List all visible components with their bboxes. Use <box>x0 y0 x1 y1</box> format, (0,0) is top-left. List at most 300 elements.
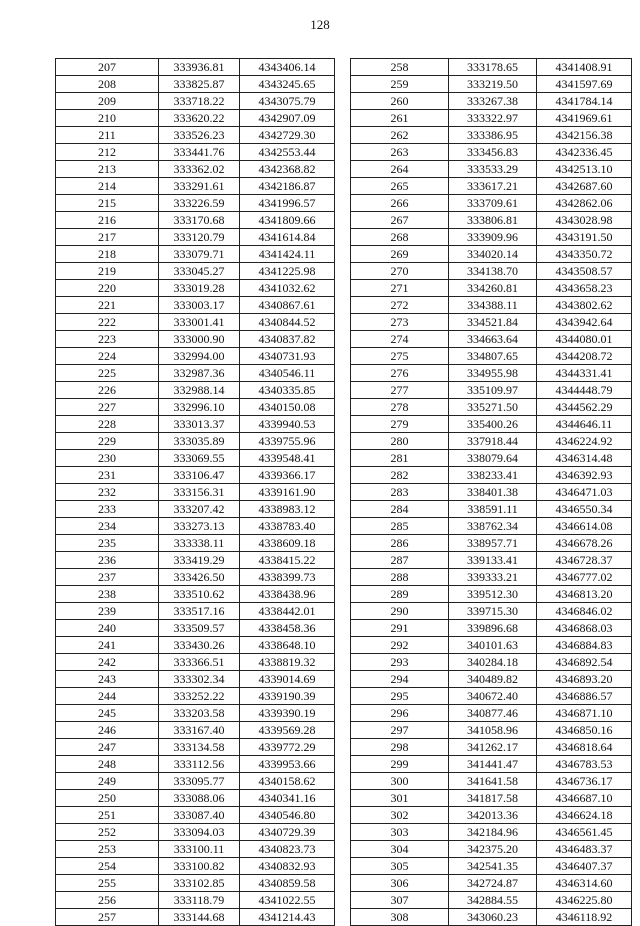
point-number-cell: 265 <box>351 178 449 195</box>
x-coordinate-cell: 333806.81 <box>449 212 537 229</box>
table-row <box>351 790 632 807</box>
table-row <box>56 688 335 705</box>
x-coordinate-cell: 333207.42 <box>159 501 240 518</box>
table-row <box>56 722 335 739</box>
table-row <box>56 841 335 858</box>
table-row <box>351 144 632 161</box>
table-row <box>56 229 335 246</box>
point-number-cell: 291 <box>351 620 449 637</box>
y-coordinate-cell: 4346783.53 <box>537 756 632 773</box>
y-coordinate-cell: 4346728.37 <box>537 552 632 569</box>
x-coordinate-cell: 333533.29 <box>449 161 537 178</box>
x-coordinate-cell: 334388.11 <box>449 297 537 314</box>
y-coordinate-cell: 4341996.57 <box>240 195 335 212</box>
x-coordinate-cell: 333095.77 <box>159 773 240 790</box>
x-coordinate-cell: 338762.34 <box>449 518 537 535</box>
y-coordinate-cell: 4344448.79 <box>537 382 632 399</box>
table-row <box>351 552 632 569</box>
x-coordinate-cell: 342184.96 <box>449 824 537 841</box>
point-number-cell: 247 <box>56 739 159 756</box>
x-coordinate-cell: 339133.41 <box>449 552 537 569</box>
point-number-cell: 221 <box>56 297 159 314</box>
y-coordinate-cell: 4346678.26 <box>537 535 632 552</box>
table-row <box>351 59 632 76</box>
x-coordinate-cell: 333419.29 <box>159 552 240 569</box>
y-coordinate-cell: 4342513.10 <box>537 161 632 178</box>
y-coordinate-cell: 4344562.29 <box>537 399 632 416</box>
x-coordinate-cell: 332996.10 <box>159 399 240 416</box>
table-row <box>56 59 335 76</box>
table-row <box>351 212 632 229</box>
y-coordinate-cell: 4343942.64 <box>537 314 632 331</box>
table-row <box>351 637 632 654</box>
y-coordinate-cell: 4346614.08 <box>537 518 632 535</box>
x-coordinate-cell: 333170.68 <box>159 212 240 229</box>
x-coordinate-cell: 333100.82 <box>159 858 240 875</box>
point-number-cell: 306 <box>351 875 449 892</box>
y-coordinate-cell: 4341424.11 <box>240 246 335 263</box>
table-row <box>56 263 335 280</box>
table-row <box>56 93 335 110</box>
x-coordinate-cell: 333120.79 <box>159 229 240 246</box>
point-number-cell: 250 <box>56 790 159 807</box>
y-coordinate-cell: 4342729.30 <box>240 127 335 144</box>
table-row <box>351 76 632 93</box>
point-number-cell: 278 <box>351 399 449 416</box>
point-number-cell: 224 <box>56 348 159 365</box>
table-row <box>351 161 632 178</box>
table-row <box>56 399 335 416</box>
x-coordinate-cell: 333001.41 <box>159 314 240 331</box>
point-number-cell: 279 <box>351 416 449 433</box>
x-coordinate-cell: 333430.26 <box>159 637 240 654</box>
y-coordinate-cell: 4346886.57 <box>537 688 632 705</box>
x-coordinate-cell: 337918.44 <box>449 433 537 450</box>
point-number-cell: 239 <box>56 603 159 620</box>
point-number-cell: 256 <box>56 892 159 909</box>
table-row <box>56 807 335 824</box>
point-number-cell: 241 <box>56 637 159 654</box>
point-number-cell: 302 <box>351 807 449 824</box>
point-number-cell: 237 <box>56 569 159 586</box>
y-coordinate-cell: 4346314.60 <box>537 875 632 892</box>
point-number-cell: 245 <box>56 705 159 722</box>
y-coordinate-cell: 4340729.39 <box>240 824 335 841</box>
table-row <box>56 654 335 671</box>
point-number-cell: 289 <box>351 586 449 603</box>
point-number-cell: 261 <box>351 110 449 127</box>
table-row <box>351 620 632 637</box>
y-coordinate-cell: 4342156.38 <box>537 127 632 144</box>
point-number-cell: 249 <box>56 773 159 790</box>
point-number-cell: 215 <box>56 195 159 212</box>
point-number-cell: 273 <box>351 314 449 331</box>
table-row <box>351 229 632 246</box>
point-number-cell: 236 <box>56 552 159 569</box>
point-number-cell: 285 <box>351 518 449 535</box>
y-coordinate-cell: 4342553.44 <box>240 144 335 161</box>
y-coordinate-cell: 4346736.17 <box>537 773 632 790</box>
table-row <box>351 93 632 110</box>
point-number-cell: 300 <box>351 773 449 790</box>
x-coordinate-cell: 333825.87 <box>159 76 240 93</box>
point-number-cell: 283 <box>351 484 449 501</box>
y-coordinate-cell: 4346314.48 <box>537 450 632 467</box>
y-coordinate-cell: 4343075.79 <box>240 93 335 110</box>
table-row <box>351 569 632 586</box>
point-number-cell: 220 <box>56 280 159 297</box>
y-coordinate-cell: 4346561.45 <box>537 824 632 841</box>
point-number-cell: 223 <box>56 331 159 348</box>
y-coordinate-cell: 4341597.69 <box>537 76 632 93</box>
table-row <box>56 739 335 756</box>
y-coordinate-cell: 4341022.55 <box>240 892 335 909</box>
table-row <box>56 195 335 212</box>
y-coordinate-cell: 4342907.09 <box>240 110 335 127</box>
x-coordinate-cell: 340284.18 <box>449 654 537 671</box>
table-row <box>56 824 335 841</box>
point-number-cell: 296 <box>351 705 449 722</box>
table-row <box>351 416 632 433</box>
table-row <box>56 110 335 127</box>
x-coordinate-cell: 341441.47 <box>449 756 537 773</box>
table-row <box>351 773 632 790</box>
y-coordinate-cell: 4341032.62 <box>240 280 335 297</box>
table-row <box>56 212 335 229</box>
point-number-cell: 308 <box>351 909 449 926</box>
y-coordinate-cell: 4339366.17 <box>240 467 335 484</box>
table-row <box>56 450 335 467</box>
table-row <box>56 586 335 603</box>
point-number-cell: 219 <box>56 263 159 280</box>
x-coordinate-cell: 333441.76 <box>159 144 240 161</box>
table-row <box>56 671 335 688</box>
y-coordinate-cell: 4342336.45 <box>537 144 632 161</box>
y-coordinate-cell: 4346893.20 <box>537 671 632 688</box>
point-number-cell: 272 <box>351 297 449 314</box>
x-coordinate-cell: 340672.40 <box>449 688 537 705</box>
x-coordinate-cell: 333718.22 <box>159 93 240 110</box>
x-coordinate-cell: 333003.17 <box>159 297 240 314</box>
y-coordinate-cell: 4339772.29 <box>240 739 335 756</box>
point-number-cell: 286 <box>351 535 449 552</box>
table-row <box>56 620 335 637</box>
y-coordinate-cell: 4344331.41 <box>537 365 632 382</box>
x-coordinate-cell: 333118.79 <box>159 892 240 909</box>
x-coordinate-cell: 333069.55 <box>159 450 240 467</box>
x-coordinate-cell: 333102.85 <box>159 875 240 892</box>
y-coordinate-cell: 4346407.37 <box>537 858 632 875</box>
table-row <box>351 280 632 297</box>
x-coordinate-cell: 342541.35 <box>449 858 537 875</box>
y-coordinate-cell: 4340844.52 <box>240 314 335 331</box>
point-number-cell: 214 <box>56 178 159 195</box>
y-coordinate-cell: 4340731.93 <box>240 348 335 365</box>
point-number-cell: 274 <box>351 331 449 348</box>
y-coordinate-cell: 4338609.18 <box>240 535 335 552</box>
x-coordinate-cell: 333267.38 <box>449 93 537 110</box>
x-coordinate-cell: 333456.83 <box>449 144 537 161</box>
table-row <box>351 586 632 603</box>
point-number-cell: 235 <box>56 535 159 552</box>
point-number-cell: 277 <box>351 382 449 399</box>
table-row <box>351 535 632 552</box>
table-row <box>351 858 632 875</box>
point-number-cell: 264 <box>351 161 449 178</box>
y-coordinate-cell: 4341614.84 <box>240 229 335 246</box>
table-row <box>351 654 632 671</box>
page-number: 128 <box>310 17 330 32</box>
table-row <box>351 178 632 195</box>
table-row <box>351 705 632 722</box>
point-number-cell: 275 <box>351 348 449 365</box>
x-coordinate-cell: 340489.82 <box>449 671 537 688</box>
y-coordinate-cell: 4342862.06 <box>537 195 632 212</box>
y-coordinate-cell: 4340837.82 <box>240 331 335 348</box>
y-coordinate-cell: 4346813.20 <box>537 586 632 603</box>
table-row <box>351 824 632 841</box>
x-coordinate-cell: 332988.14 <box>159 382 240 399</box>
x-coordinate-cell: 333106.47 <box>159 467 240 484</box>
point-number-cell: 216 <box>56 212 159 229</box>
y-coordinate-cell: 4346118.92 <box>537 909 632 926</box>
x-coordinate-cell: 342375.20 <box>449 841 537 858</box>
x-coordinate-cell: 343060.23 <box>449 909 537 926</box>
point-number-cell: 225 <box>56 365 159 382</box>
point-number-cell: 212 <box>56 144 159 161</box>
point-number-cell: 229 <box>56 433 159 450</box>
point-number-cell: 217 <box>56 229 159 246</box>
point-number-cell: 243 <box>56 671 159 688</box>
x-coordinate-cell: 333426.50 <box>159 569 240 586</box>
point-number-cell: 270 <box>351 263 449 280</box>
x-coordinate-cell: 333203.58 <box>159 705 240 722</box>
x-coordinate-cell: 335109.97 <box>449 382 537 399</box>
x-coordinate-cell: 333112.56 <box>159 756 240 773</box>
x-coordinate-cell: 333079.71 <box>159 246 240 263</box>
x-coordinate-cell: 333509.57 <box>159 620 240 637</box>
x-coordinate-cell: 333936.81 <box>159 59 240 76</box>
point-number-cell: 258 <box>351 59 449 76</box>
point-number-cell: 230 <box>56 450 159 467</box>
table-row <box>56 552 335 569</box>
table-row <box>351 756 632 773</box>
point-number-cell: 208 <box>56 76 159 93</box>
x-coordinate-cell: 342724.87 <box>449 875 537 892</box>
table-row <box>56 518 335 535</box>
y-coordinate-cell: 4339161.90 <box>240 484 335 501</box>
table-row <box>56 484 335 501</box>
x-coordinate-cell: 333019.28 <box>159 280 240 297</box>
point-number-cell: 238 <box>56 586 159 603</box>
point-number-cell: 240 <box>56 620 159 637</box>
point-number-cell: 288 <box>351 569 449 586</box>
y-coordinate-cell: 4344208.72 <box>537 348 632 365</box>
y-coordinate-cell: 4338783.40 <box>240 518 335 535</box>
point-number-cell: 282 <box>351 467 449 484</box>
x-coordinate-cell: 333510.62 <box>159 586 240 603</box>
point-number-cell: 267 <box>351 212 449 229</box>
point-number-cell: 227 <box>56 399 159 416</box>
y-coordinate-cell: 4343350.72 <box>537 246 632 263</box>
point-number-cell: 211 <box>56 127 159 144</box>
y-coordinate-cell: 4340823.73 <box>240 841 335 858</box>
table-row <box>351 841 632 858</box>
y-coordinate-cell: 4341784.14 <box>537 93 632 110</box>
x-coordinate-cell: 341641.58 <box>449 773 537 790</box>
table-row <box>56 858 335 875</box>
y-coordinate-cell: 4341969.61 <box>537 110 632 127</box>
x-coordinate-cell: 341817.58 <box>449 790 537 807</box>
y-coordinate-cell: 4339569.28 <box>240 722 335 739</box>
y-coordinate-cell: 4346483.37 <box>537 841 632 858</box>
y-coordinate-cell: 4343406.14 <box>240 59 335 76</box>
y-coordinate-cell: 4346471.03 <box>537 484 632 501</box>
y-coordinate-cell: 4346850.16 <box>537 722 632 739</box>
y-coordinate-cell: 4340859.58 <box>240 875 335 892</box>
y-coordinate-cell: 4338399.73 <box>240 569 335 586</box>
y-coordinate-cell: 4346392.93 <box>537 467 632 484</box>
x-coordinate-cell: 339333.21 <box>449 569 537 586</box>
point-number-cell: 259 <box>351 76 449 93</box>
x-coordinate-cell: 333620.22 <box>159 110 240 127</box>
point-number-cell: 298 <box>351 739 449 756</box>
x-coordinate-cell: 333709.61 <box>449 195 537 212</box>
table-row <box>56 365 335 382</box>
x-coordinate-cell: 342884.55 <box>449 892 537 909</box>
x-coordinate-cell: 338401.38 <box>449 484 537 501</box>
point-number-cell: 301 <box>351 790 449 807</box>
point-number-cell: 305 <box>351 858 449 875</box>
x-coordinate-cell: 340101.63 <box>449 637 537 654</box>
x-coordinate-cell: 334020.14 <box>449 246 537 263</box>
table-row <box>351 331 632 348</box>
y-coordinate-cell: 4342368.82 <box>240 161 335 178</box>
point-number-cell: 231 <box>56 467 159 484</box>
y-coordinate-cell: 4341225.98 <box>240 263 335 280</box>
point-number-cell: 232 <box>56 484 159 501</box>
point-number-cell: 260 <box>351 93 449 110</box>
table-row <box>56 603 335 620</box>
point-number-cell: 248 <box>56 756 159 773</box>
y-coordinate-cell: 4340158.62 <box>240 773 335 790</box>
table-row <box>351 297 632 314</box>
y-coordinate-cell: 4346225.80 <box>537 892 632 909</box>
y-coordinate-cell: 4341408.91 <box>537 59 632 76</box>
point-number-cell: 281 <box>351 450 449 467</box>
x-coordinate-cell: 340877.46 <box>449 705 537 722</box>
y-coordinate-cell: 4343508.57 <box>537 263 632 280</box>
point-number-cell: 253 <box>56 841 159 858</box>
y-coordinate-cell: 4346846.02 <box>537 603 632 620</box>
point-number-cell: 297 <box>351 722 449 739</box>
point-number-cell: 295 <box>351 688 449 705</box>
y-coordinate-cell: 4346550.34 <box>537 501 632 518</box>
x-coordinate-cell: 332994.00 <box>159 348 240 365</box>
y-coordinate-cell: 4338819.32 <box>240 654 335 671</box>
x-coordinate-cell: 333617.21 <box>449 178 537 195</box>
x-coordinate-cell: 333322.97 <box>449 110 537 127</box>
y-coordinate-cell: 4340546.11 <box>240 365 335 382</box>
point-number-cell: 268 <box>351 229 449 246</box>
x-coordinate-cell: 333273.13 <box>159 518 240 535</box>
table-row <box>56 246 335 263</box>
point-number-cell: 304 <box>351 841 449 858</box>
point-number-cell: 299 <box>351 756 449 773</box>
y-coordinate-cell: 4346892.54 <box>537 654 632 671</box>
x-coordinate-cell: 333362.02 <box>159 161 240 178</box>
point-number-cell: 252 <box>56 824 159 841</box>
point-number-cell: 242 <box>56 654 159 671</box>
y-coordinate-cell: 4340832.93 <box>240 858 335 875</box>
y-coordinate-cell: 4343658.23 <box>537 280 632 297</box>
table-row <box>56 501 335 518</box>
x-coordinate-cell: 333088.06 <box>159 790 240 807</box>
table-row <box>56 161 335 178</box>
point-number-cell: 251 <box>56 807 159 824</box>
point-number-cell: 207 <box>56 59 159 76</box>
x-coordinate-cell: 333517.16 <box>159 603 240 620</box>
y-coordinate-cell: 4343802.62 <box>537 297 632 314</box>
y-coordinate-cell: 4342687.60 <box>537 178 632 195</box>
x-coordinate-cell: 333219.50 <box>449 76 537 93</box>
x-coordinate-cell: 333338.11 <box>159 535 240 552</box>
x-coordinate-cell: 333302.34 <box>159 671 240 688</box>
x-coordinate-cell: 333035.89 <box>159 433 240 450</box>
x-coordinate-cell: 341058.96 <box>449 722 537 739</box>
y-coordinate-cell: 4346871.10 <box>537 705 632 722</box>
x-coordinate-cell: 333252.22 <box>159 688 240 705</box>
x-coordinate-cell: 333526.23 <box>159 127 240 144</box>
y-coordinate-cell: 4346624.18 <box>537 807 632 824</box>
x-coordinate-cell: 333226.59 <box>159 195 240 212</box>
point-number-cell: 226 <box>56 382 159 399</box>
table-row <box>56 331 335 348</box>
point-number-cell: 293 <box>351 654 449 671</box>
point-number-cell: 307 <box>351 892 449 909</box>
y-coordinate-cell: 4346687.10 <box>537 790 632 807</box>
y-coordinate-cell: 4338438.96 <box>240 586 335 603</box>
y-coordinate-cell: 4338458.36 <box>240 620 335 637</box>
table-row <box>351 246 632 263</box>
table-row <box>56 773 335 790</box>
table-row <box>351 382 632 399</box>
y-coordinate-cell: 4342186.87 <box>240 178 335 195</box>
x-coordinate-cell: 339512.30 <box>449 586 537 603</box>
point-number-cell: 228 <box>56 416 159 433</box>
x-coordinate-cell: 333087.40 <box>159 807 240 824</box>
table-row <box>351 501 632 518</box>
point-number-cell: 266 <box>351 195 449 212</box>
point-number-cell: 290 <box>351 603 449 620</box>
table-row <box>351 671 632 688</box>
table-row <box>351 892 632 909</box>
table-row <box>56 314 335 331</box>
y-coordinate-cell: 4346777.02 <box>537 569 632 586</box>
table-row <box>56 467 335 484</box>
y-coordinate-cell: 4346224.92 <box>537 433 632 450</box>
y-coordinate-cell: 4339940.53 <box>240 416 335 433</box>
point-number-cell: 303 <box>351 824 449 841</box>
x-coordinate-cell: 335400.26 <box>449 416 537 433</box>
x-coordinate-cell: 335271.50 <box>449 399 537 416</box>
point-number-cell: 280 <box>351 433 449 450</box>
table-row <box>351 365 632 382</box>
table-row <box>56 416 335 433</box>
table-row <box>351 314 632 331</box>
table-row <box>56 569 335 586</box>
point-number-cell: 218 <box>56 246 159 263</box>
